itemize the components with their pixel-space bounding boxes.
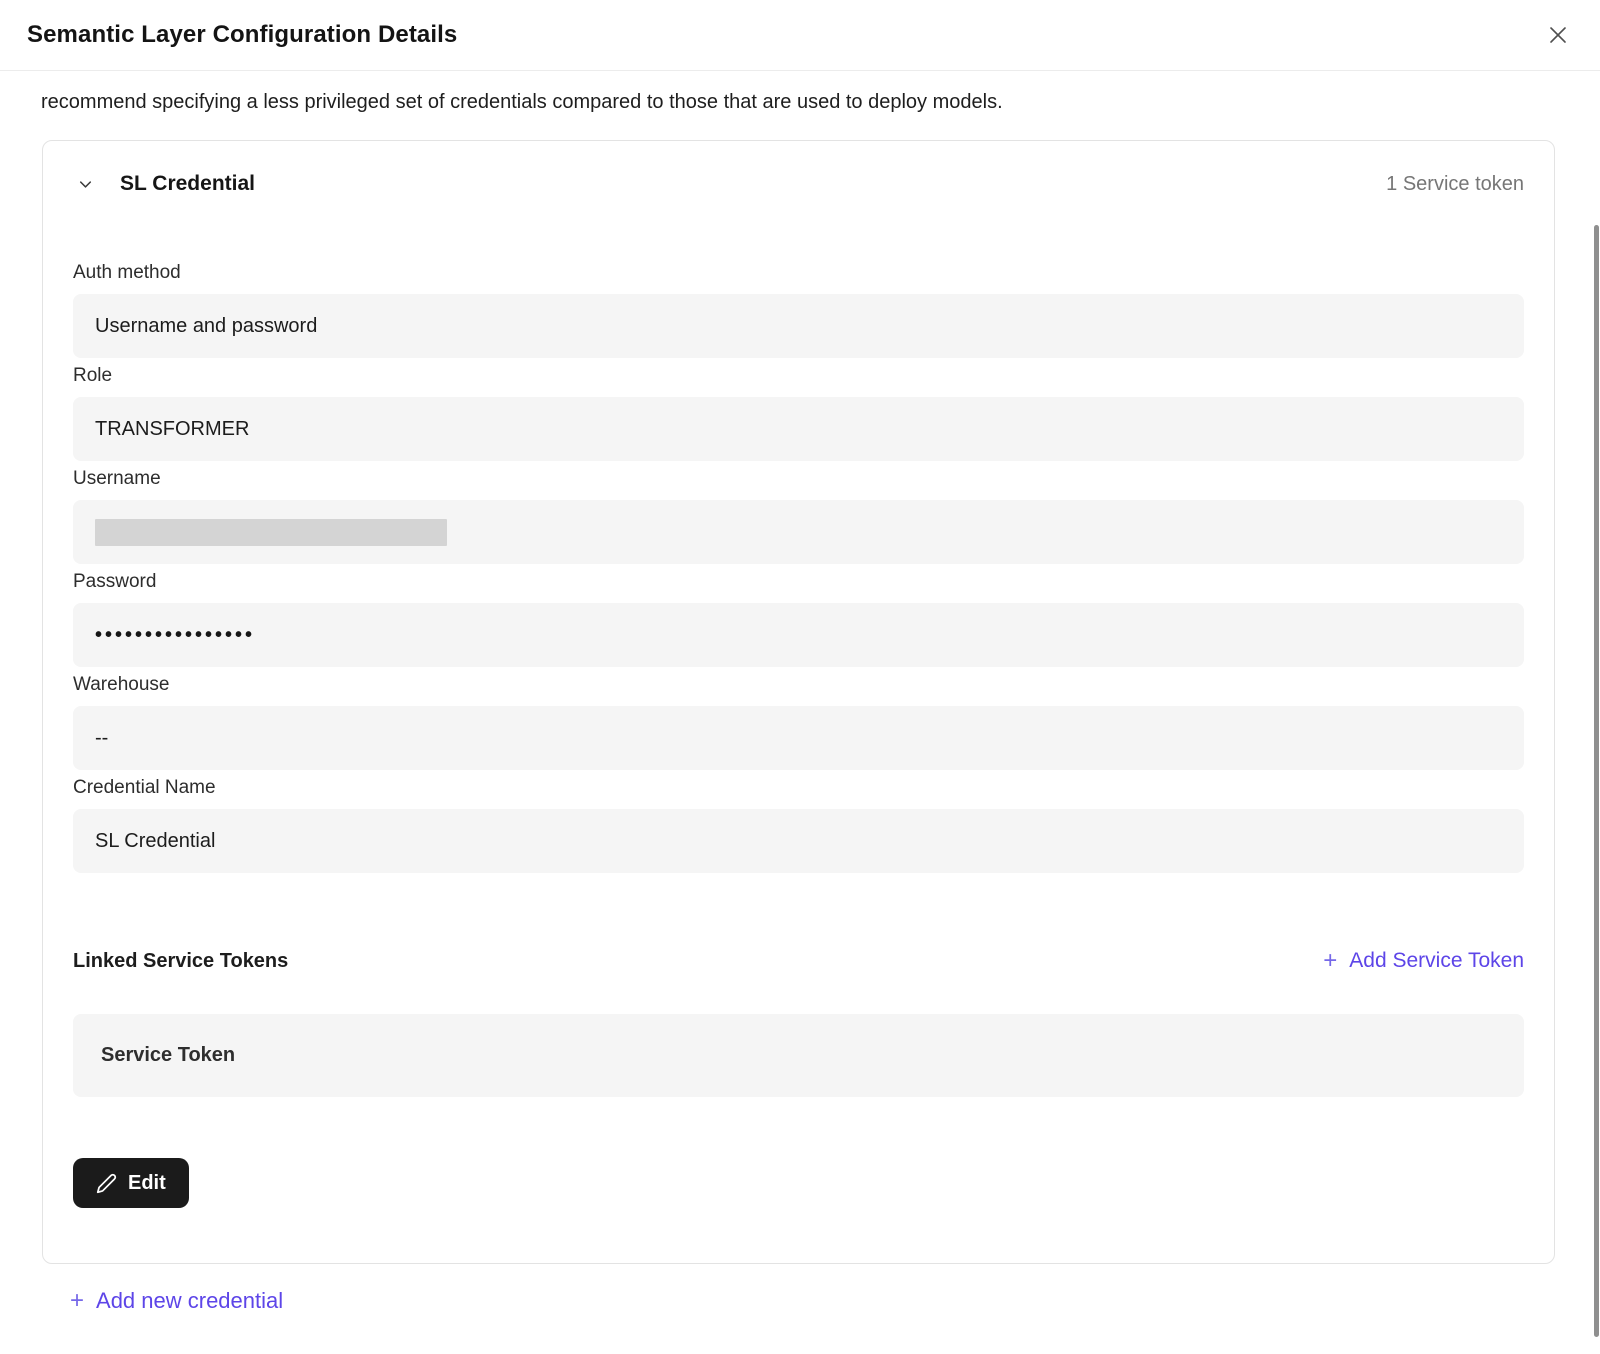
chevron-down-icon	[76, 175, 95, 194]
credential-card	[42, 140, 1555, 1264]
field-value	[73, 500, 1524, 564]
field-value	[73, 603, 1524, 667]
modal-header	[0, 0, 1600, 71]
plus-icon: +	[1323, 947, 1338, 974]
add-new-credential-button[interactable]	[70, 1286, 283, 1316]
service-token-count: 1 Service token	[1386, 172, 1524, 195]
edit-button[interactable]	[73, 1158, 189, 1208]
password-dots: ••••••••••••••••	[95, 623, 256, 646]
field-username	[73, 469, 1524, 564]
pencil-icon	[96, 1173, 117, 1194]
service-token-name: Service Token	[101, 1044, 236, 1066]
linked-tokens-heading: Linked Service Tokens	[73, 949, 289, 972]
linked-tokens-header	[73, 946, 1524, 976]
field-label: Username	[73, 468, 161, 489]
field-role	[73, 366, 1524, 461]
credential-card-header	[73, 171, 1524, 197]
field-value-text: SL Credential	[95, 829, 216, 852]
service-token-row[interactable]	[73, 1014, 1524, 1097]
field-credential-name	[73, 778, 1524, 873]
field-value	[73, 706, 1524, 770]
modal-description: recommend specifying a less privileged set of credentials compared to those that are used to deploy models.	[41, 91, 1003, 113]
plus-icon: +	[70, 1287, 85, 1314]
add-service-token-label: Add Service Token	[1349, 949, 1524, 972]
close-icon	[1546, 23, 1570, 47]
add-service-token-button[interactable]	[1323, 949, 1524, 973]
edit-button-label: Edit	[128, 1171, 166, 1194]
vertical-scrollbar-thumb[interactable]	[1594, 225, 1599, 1337]
field-value-text: TRANSFORMER	[95, 417, 250, 440]
credential-title: SL Credential	[120, 172, 255, 195]
field-value	[73, 294, 1524, 358]
field-label: Auth method	[73, 262, 181, 283]
field-warehouse	[73, 675, 1524, 770]
collapse-toggle-button[interactable]	[75, 174, 95, 194]
close-button[interactable]	[1538, 15, 1578, 55]
redacted-username-value	[95, 519, 447, 546]
add-new-credential-label: Add new credential	[96, 1288, 284, 1313]
field-value	[73, 809, 1524, 873]
field-value-text: --	[95, 726, 109, 749]
field-password	[73, 572, 1524, 667]
field-value-text: Username and password	[95, 314, 318, 337]
field-auth-method	[73, 263, 1524, 358]
field-label: Warehouse	[73, 674, 170, 695]
field-label: Role	[73, 365, 113, 386]
field-value	[73, 397, 1524, 461]
modal-title: Semantic Layer Configuration Details	[27, 21, 458, 48]
field-label: Password	[73, 571, 157, 592]
field-label: Credential Name	[73, 777, 216, 798]
